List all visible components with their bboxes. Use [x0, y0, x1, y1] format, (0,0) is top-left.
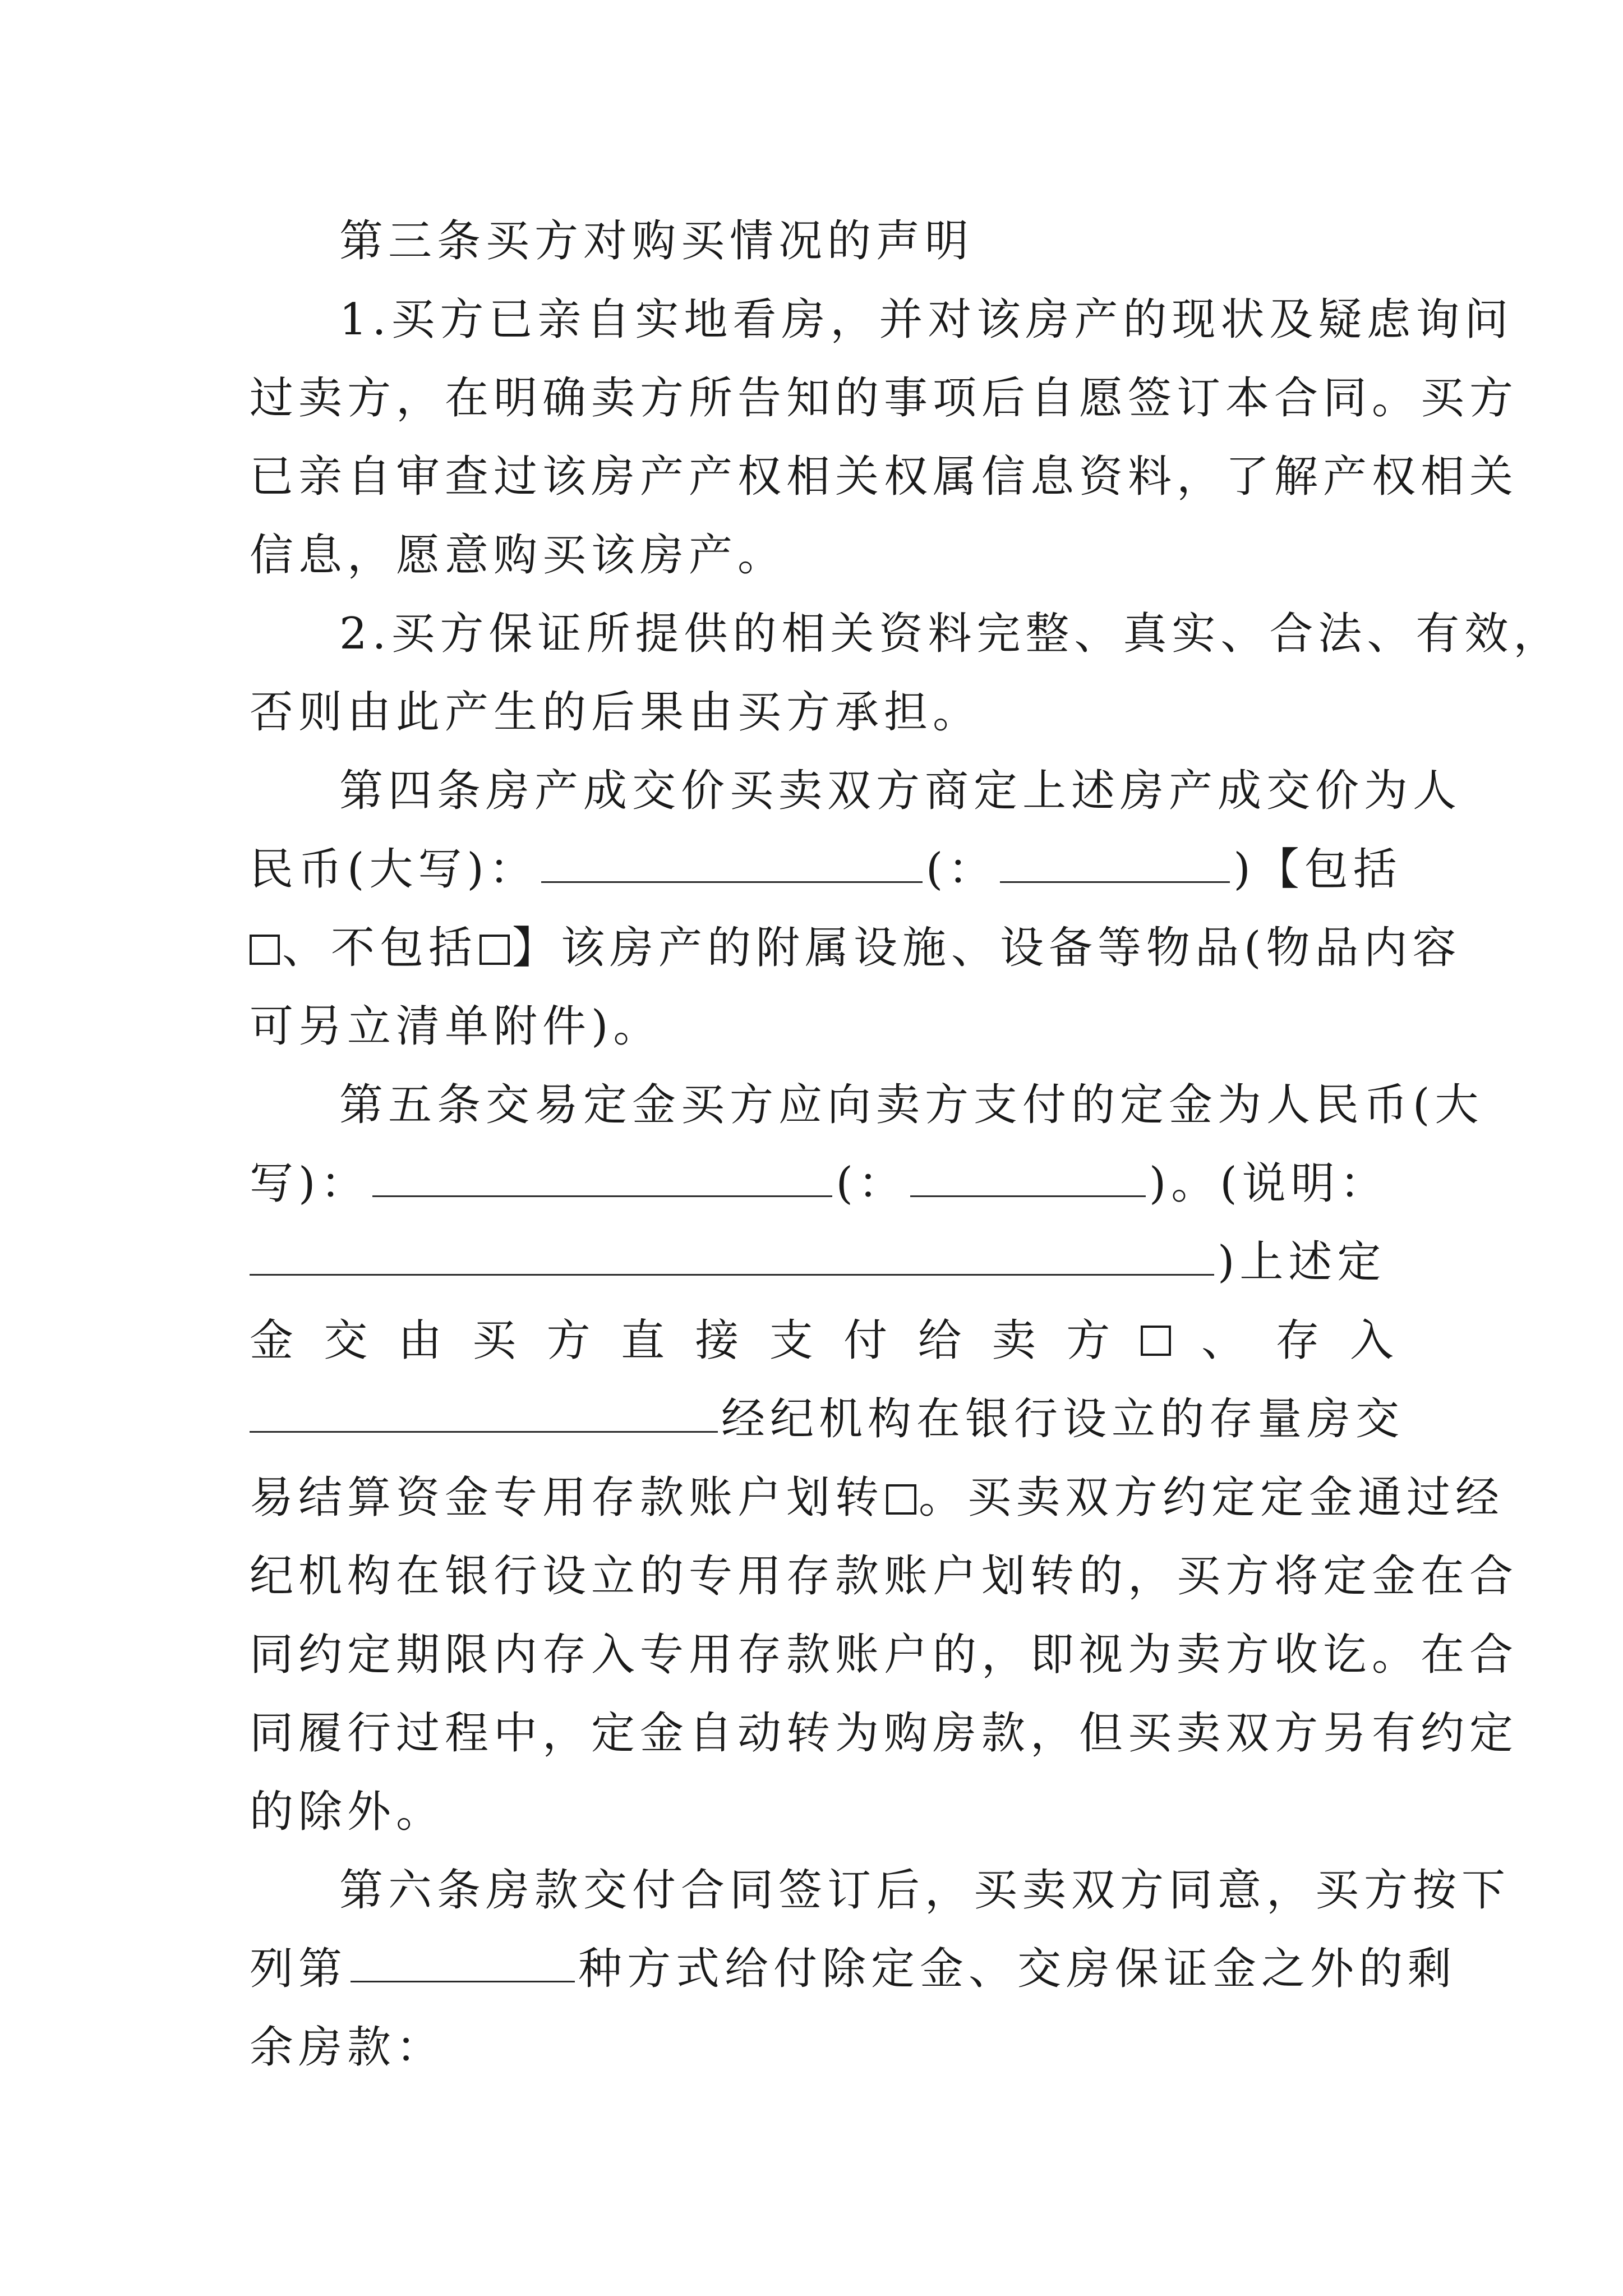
article-5-line-2-label: 写)：	[250, 1158, 370, 1209]
price-figures-blank[interactable]	[1000, 881, 1230, 883]
l4-char: 由	[398, 1315, 442, 1366]
article-4-line-3	[250, 909, 1461, 987]
article-4-line-2	[250, 830, 1402, 909]
deposit-note-blank[interactable]	[250, 1273, 1214, 1276]
article-5-line-6-b: 。买卖双方约定定金通过经	[919, 1473, 1505, 1523]
deposit-figures-blank[interactable]	[910, 1195, 1146, 1197]
article-3-para-1-line-2: 过卖方，在明确卖方所告知的事项后自愿签订本合同。买方	[250, 373, 1519, 424]
article-5-line-6-a: 易结算资金专用存款账户划转	[250, 1473, 884, 1523]
article-5-line-6	[250, 1458, 1505, 1537]
article-6-line-3: 余房款：	[250, 2022, 445, 2073]
article-3-para-1-line-3: 已亲自审查过该房产产权相关权属信息资料，了解产权相关	[250, 452, 1519, 502]
l4-char: 买	[472, 1315, 517, 1366]
article-5-line-5-text: 经纪机构在银行设立的存量房交	[721, 1394, 1405, 1444]
article-4-line-2-end: )【包括	[1233, 844, 1402, 895]
l4-char: 直	[620, 1315, 665, 1366]
article-3-para-2-line-2: 否则由此产生的后果由买方承担。	[250, 687, 982, 738]
article-5-line-2-paren: (：	[836, 1158, 907, 1209]
article-3-para-2-line-1: 2.买方保证所提供的相关资料完整、真实、合法、有效，	[339, 609, 1562, 659]
l4-char: 金	[250, 1315, 294, 1366]
article-5-line-7: 纪机构在银行设立的专用存款账户划转的，买方将定金在合	[250, 1551, 1519, 1602]
article-4-line-1: 第四条房产成交价买卖双方商定上述房产成交价为人	[339, 766, 1462, 816]
l4-char: 入	[1349, 1315, 1394, 1366]
article-5-line-4	[250, 1301, 1394, 1380]
l4-comma: 、	[1201, 1315, 1246, 1366]
article-4-line-2-label: 民币(大写)：	[250, 844, 538, 895]
article-6-line-2-b: 种方式给付除定金、交房保证金之外的剩	[578, 1944, 1457, 1994]
price-words-blank[interactable]	[541, 881, 923, 883]
article-3-heading: 第三条买方对购买情况的声明	[339, 216, 974, 266]
article-5-line-5	[250, 1380, 1405, 1458]
l4-char: 付	[843, 1315, 888, 1366]
l4-char: 存	[1275, 1315, 1320, 1366]
article-4-line-2-paren: (：	[925, 844, 997, 895]
article-6-line-1: 第六条房款交付合同签订后，买卖双方同意，买方按下	[339, 1865, 1511, 1916]
l4-char: 接	[695, 1315, 739, 1366]
article-5-line-2	[250, 1144, 1394, 1223]
l4-char: 方	[546, 1315, 591, 1366]
article-5-line-1: 第五条交易定金买方应向卖方支付的定金为人民币(大	[339, 1080, 1484, 1130]
article-5-line-9: 同履行过程中，定金自动转为购房款，但买卖双方另有约定	[250, 1708, 1519, 1759]
l4-char: 方	[1066, 1315, 1110, 1366]
payment-method-blank[interactable]	[351, 1980, 575, 1982]
article-6-line-2-a: 列第	[250, 1944, 348, 1994]
article-5-line-10: 的除外。	[250, 1787, 445, 1837]
include-checkbox[interactable]	[250, 935, 280, 965]
article-5-line-3-text: )上述定	[1218, 1237, 1386, 1287]
deposit-words-blank[interactable]	[372, 1195, 832, 1197]
article-4-line-3-a: 、不包括	[282, 923, 478, 973]
article-4-line-4: 可另立清单附件)。	[250, 1001, 662, 1052]
exclude-checkbox[interactable]	[479, 935, 510, 965]
l4-char: 支	[769, 1315, 813, 1366]
agency-name-blank[interactable]	[250, 1430, 718, 1433]
article-5-line-2-end: )。(说明：	[1149, 1158, 1389, 1209]
article-5-line-8: 同约定期限内存入专用存款账户的，即视为卖方收讫。在合	[250, 1630, 1519, 1680]
direct-payment-checkbox[interactable]	[1141, 1326, 1171, 1356]
article-4-line-3-b: 】该房产的附属设施、设备等物品(物品内容	[512, 923, 1461, 973]
article-6-line-2	[250, 1930, 1457, 2008]
escrow-transfer-checkbox[interactable]	[886, 1484, 916, 1515]
article-3-para-1-line-1: 1.买方已亲自实地看房，并对该房产的现状及疑虑询问	[339, 295, 1514, 345]
l4-char: 交	[324, 1315, 368, 1366]
l4-char: 给	[917, 1315, 962, 1366]
l4-char: 卖	[992, 1315, 1036, 1366]
article-3-para-1-line-4: 信息，愿意购买该房产。	[250, 530, 787, 581]
article-5-line-3	[250, 1223, 1394, 1301]
